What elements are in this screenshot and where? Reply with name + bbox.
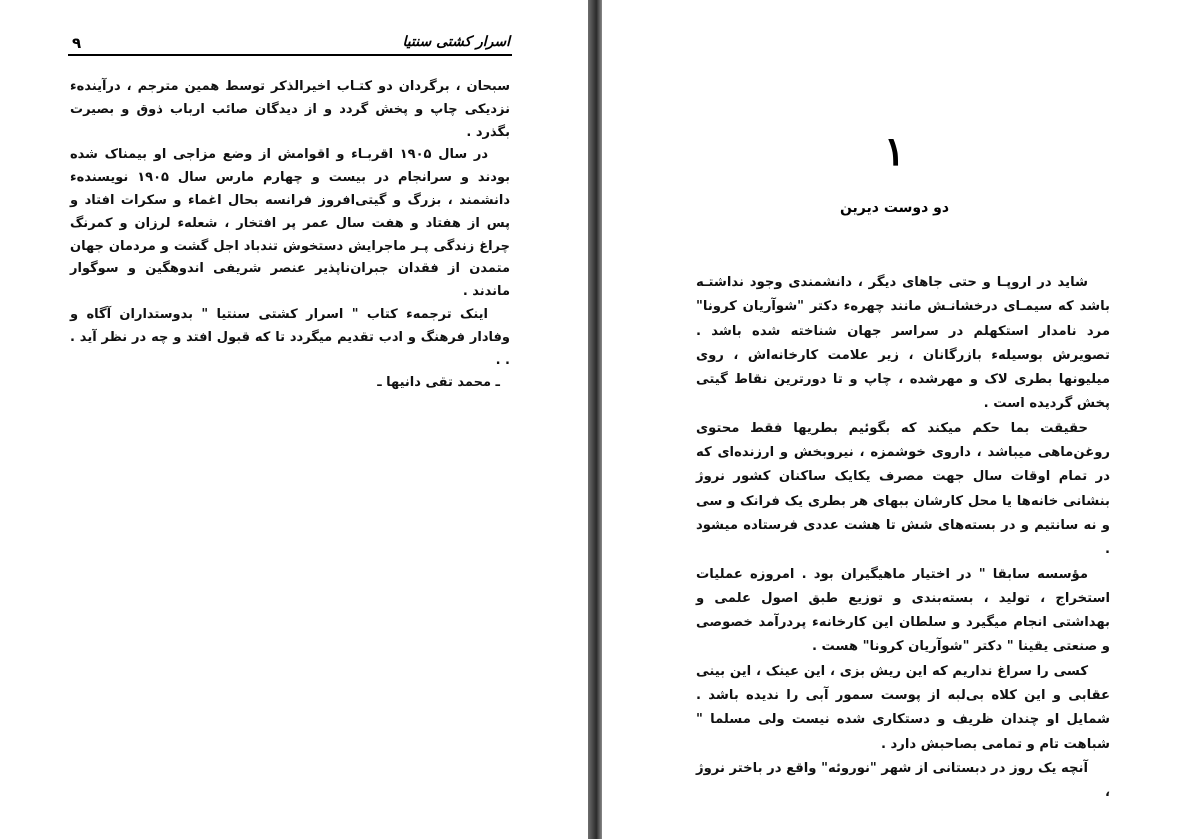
right-page xyxy=(602,0,1187,839)
book-gutter xyxy=(588,0,602,839)
chapter-number: ۱ xyxy=(883,128,906,175)
left-page xyxy=(0,0,588,839)
paragraph: سبحان ، برگردان دو کتـاب اخیرالذکر توسط همین مترجم ، درآینده‌ء نزدیکی چاپ و پخش گردد و از دیدگان صائب ارباب ذوق و بصیرت بگذرد . xyxy=(70,79,510,140)
running-header xyxy=(68,36,512,56)
right-page-body xyxy=(696,271,1110,806)
paragraph: کسی را سراغ نداریم که این ریش بزی ، این عینک ، این بینی عقابی و این کلاه بی‌لبه از پوست سمور آبی را ندیده باشد . شمایل او چندان ظریف و دستکاری شده نیست ولی مسلما " شباهت تام و تمامی بصاحبش دارد . xyxy=(696,663,1110,752)
paragraph: اینک ترجمه‌ء کتاب " اسرار کشتی سنتیا " بدوستداران آگاه و وفادار فرهنگ و ادب تقدیم میگردد تا که قبول افتد و چه در نظر آید . . . xyxy=(70,306,510,368)
chapter-title: دو دوست دیرین xyxy=(839,200,950,216)
paragraph: حقیقت بما حکم میکند که بگوئیم بطریها فقط محتوی روغن‌ماهی میباشد ، داروی خوشمزه ، نیروبخش و ارزنده‌ای که در تمام اوقات سال جهت مصرف یکایک ساکنان کشور نروژ بنشانی خانه‌ها یا محل کارشان ببهای هر بطری یک فرانک و سی و نه سانتیم و در بسته‌های شش تا هشت عددی فرستاده میشود . xyxy=(696,420,1110,558)
left-page-body xyxy=(70,76,510,395)
paragraph: شاید در اروپـا و حتی جاهای دیگر ، دانشمندی وجود نداشتـه باشد که سیمـای درخشانـش مانند چهره‌ء دکتر "شوآریان کرونا" مرد نامدار استکهلم در سراسر جهان شناخته شده باشد . تصویرش بوسیله‌ء بازرگانان ، زیر علامت کارخانه‌اش ، روی میلیونها بطری لاک و مهرشده ، چاپ و تا دورترین نقاط گیتی پخش گردیده است . xyxy=(696,275,1110,412)
paragraph: مؤسسه سابقا " در اختیار ماهیگیران بود . امروزه عملیات استخراج ، تولید ، بسته‌بندی و توزیع طبق اصول علمی و بهداشتی انجام میگیرد و سلطان این کارخانه‌ء پردرآمد خصوصی و صنعتی یقینا " دکتر "شوآریان کرونا" هست . xyxy=(696,566,1110,655)
translator-signature: ـ محمد تقی دانیها ـ xyxy=(377,375,500,391)
running-title: اسرار کشتی سنتیا xyxy=(402,34,510,50)
paragraph: آنچه یک روز در دبستانی از شهر "نوروئه" واقع در باختر نروژ ، xyxy=(696,760,1110,801)
paragraph: در سال ۱۹۰۵ اقربـاء و اقوامش از وضع مزاجی او بیمناک شده بودند و سرانجام در بیست و چهارم مارس سال ۱۹۰۵ نویسنده‌ء دانشمند ، بزرگ و گیتی‌افروز فرانسه بحال اغماء و سکرات افتاد و پس از هفتاد و هفت سال عمر پر افتخار ، شعله‌ء لرزان و کمرنگ چراغ زندگی پـر ماجرایش دستخوش تندباد اجل گشت و مردمان جهان متمدن از فقدان جبران‌ناپذیر عنصر شریفی اندوهگین و سوگوار ماندند . xyxy=(70,147,510,300)
page-number: ۹ xyxy=(72,34,82,52)
